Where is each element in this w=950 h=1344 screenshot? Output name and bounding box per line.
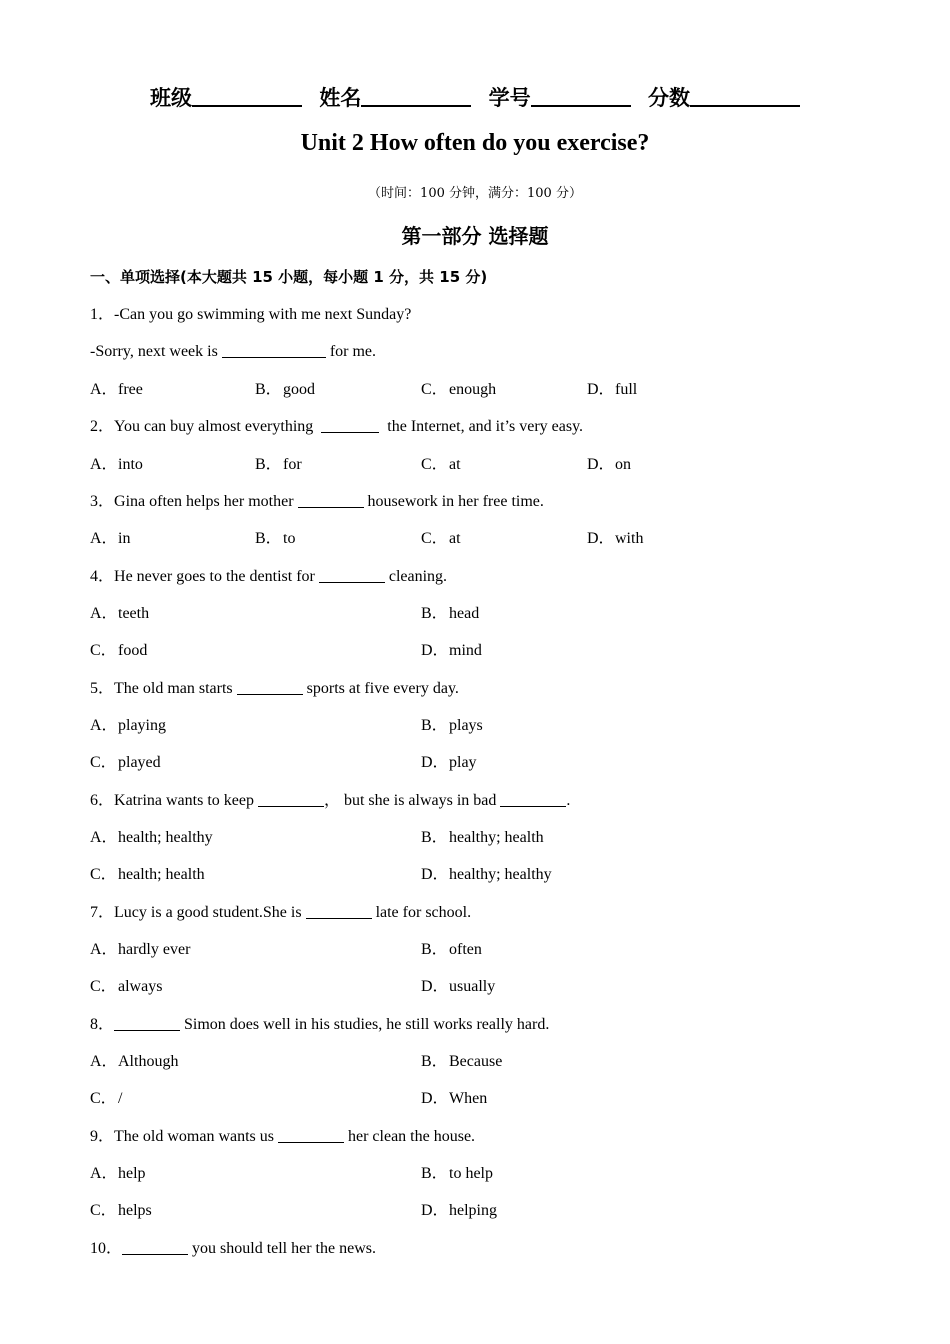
answer-blank[interactable]	[114, 1015, 180, 1031]
question-number: 8．	[90, 1016, 115, 1033]
question-text: -Can you go swimming with me next Sunday?	[114, 306, 412, 323]
question-text: housework in her free time.	[367, 493, 544, 510]
question-text: for me.	[329, 343, 377, 360]
question-10	[90, 1239, 376, 1259]
answer-blank[interactable]	[321, 417, 379, 433]
answer-blank[interactable]	[298, 492, 364, 508]
answer-blank[interactable]	[122, 1239, 188, 1255]
question-number: 1．	[90, 306, 115, 323]
question-text: Gina often helps her mother	[114, 493, 294, 510]
question-number: 7．	[90, 904, 115, 921]
option-c[interactable]: C．played	[90, 754, 161, 771]
option-a[interactable]: A．hardly ever	[90, 941, 191, 958]
time-note: （时间：100 分钟，满分：100 分）	[368, 186, 582, 201]
question-text: cleaning.	[388, 568, 448, 585]
question-number: 2．	[90, 418, 115, 435]
question-3	[90, 492, 544, 512]
student-id-blank[interactable]	[531, 83, 631, 107]
option-c[interactable]: C．at	[421, 456, 461, 473]
question-number: 5．	[90, 680, 115, 697]
question-6	[90, 791, 570, 811]
answer-blank[interactable]	[258, 791, 324, 807]
answer-blank[interactable]	[237, 679, 303, 695]
question-1	[90, 305, 411, 325]
option-a[interactable]: A．Although	[90, 1053, 179, 1070]
class-field	[150, 82, 302, 112]
option-c[interactable]: C．helps	[90, 1202, 152, 1219]
option-d[interactable]: D．usually	[421, 978, 496, 995]
option-a[interactable]: A．in	[90, 530, 131, 547]
option-b[interactable]: B．Because	[421, 1053, 503, 1070]
option-c[interactable]: C．at	[421, 530, 461, 547]
question-text: Simon does well in his studies, he still works really hard.	[184, 1016, 550, 1033]
option-b[interactable]: B．head	[421, 605, 480, 622]
question-text: The old woman wants us	[114, 1128, 274, 1145]
option-d[interactable]: D．on	[587, 456, 631, 473]
option-d[interactable]: D．helping	[421, 1202, 497, 1219]
option-a[interactable]: A．playing	[90, 717, 166, 734]
question-text: .	[566, 792, 571, 809]
question-number: 9．	[90, 1128, 115, 1145]
question-number: 4．	[90, 568, 115, 585]
option-b[interactable]: B．for	[255, 456, 302, 473]
question-7	[90, 903, 471, 923]
option-d[interactable]: D．play	[421, 754, 477, 771]
question-8	[90, 1015, 549, 1035]
answer-blank[interactable]	[222, 342, 326, 358]
name-blank[interactable]	[361, 83, 471, 107]
question-4	[90, 567, 447, 587]
option-b[interactable]: B．healthy; health	[421, 829, 544, 846]
question-text: He never goes to the dentist for	[114, 568, 315, 585]
option-c[interactable]: C．/	[90, 1090, 123, 1107]
answer-blank[interactable]	[278, 1127, 344, 1143]
question-text: the Internet, and it’s very easy.	[387, 418, 584, 435]
class-label: 班级	[150, 86, 193, 110]
score-field	[648, 82, 800, 112]
question-1-line-2	[90, 342, 376, 362]
option-b[interactable]: B．good	[255, 381, 315, 398]
name-field	[319, 82, 471, 112]
student-info-header	[0, 82, 950, 112]
option-d[interactable]: D．healthy; healthy	[421, 866, 552, 883]
question-text: ， but she is always in bad	[323, 792, 497, 809]
answer-blank[interactable]	[500, 791, 566, 807]
question-text: Katrina wants to keep	[114, 792, 254, 809]
question-text: sports at five every day.	[306, 680, 459, 697]
option-c[interactable]: C．health; health	[90, 866, 205, 883]
section-title: 一、单项选择(本大题共 15 小题，每小题 1 分，共 15 分)	[90, 268, 488, 286]
question-2	[90, 417, 583, 437]
option-d[interactable]: D．with	[587, 530, 644, 547]
part-title: 第一部分 选择题	[401, 224, 549, 248]
question-text: -Sorry, next week is	[90, 343, 218, 360]
option-d[interactable]: D．When	[421, 1090, 488, 1107]
option-a[interactable]: A．into	[90, 456, 143, 473]
question-text: Lucy is a good student.She is	[114, 904, 302, 921]
question-5	[90, 679, 459, 699]
option-b[interactable]: B．to	[255, 530, 296, 547]
option-c[interactable]: C．food	[90, 642, 148, 659]
option-d[interactable]: D．full	[587, 381, 638, 398]
option-c[interactable]: C．always	[90, 978, 163, 995]
question-text: her clean the house.	[348, 1128, 476, 1145]
option-b[interactable]: B．to help	[421, 1165, 493, 1182]
option-c[interactable]: C．enough	[421, 381, 497, 398]
answer-blank[interactable]	[306, 903, 372, 919]
question-text: You can buy almost everything	[114, 418, 314, 435]
answer-blank[interactable]	[319, 567, 385, 583]
score-label: 分数	[647, 86, 690, 110]
option-d[interactable]: D．mind	[421, 642, 482, 659]
question-9	[90, 1127, 475, 1147]
option-b[interactable]: B．plays	[421, 717, 483, 734]
score-blank[interactable]	[690, 83, 800, 107]
option-a[interactable]: A．teeth	[90, 605, 150, 622]
student-id-field	[489, 82, 631, 112]
class-blank[interactable]	[192, 83, 302, 107]
question-text: you should tell her the news.	[192, 1240, 376, 1257]
question-text: late for school.	[375, 904, 472, 921]
page-title: Unit 2 How often do you exercise?	[300, 130, 650, 156]
option-b[interactable]: B．often	[421, 941, 482, 958]
question-number: 6．	[90, 792, 115, 809]
question-number: 3．	[90, 493, 115, 510]
question-number: 10．	[90, 1240, 123, 1257]
option-a[interactable]: A．free	[90, 381, 143, 398]
option-a[interactable]: A．help	[90, 1165, 146, 1182]
option-a[interactable]: A．health; healthy	[90, 829, 213, 846]
student-id-label: 学号	[488, 86, 531, 110]
name-label: 姓名	[319, 86, 362, 110]
question-text: The old man starts	[114, 680, 233, 697]
